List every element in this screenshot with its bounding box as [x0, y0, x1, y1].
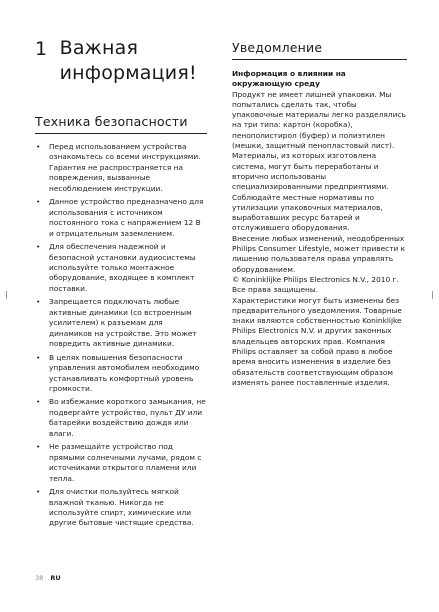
bullet-icon: • [36, 142, 41, 151]
left-column [35, 36, 207, 532]
language-code: RU [50, 574, 61, 582]
page-number: 38 [35, 574, 44, 582]
bullet-icon: • [36, 352, 41, 362]
safety-item-text: Для обеспечения надежной и безопасной установки аудиосистемы используйте только монтажное оборудование, входящее в комплект поставки. [49, 242, 196, 293]
safety-item [35, 397, 207, 439]
chapter-heading [35, 36, 207, 86]
safety-item [35, 442, 207, 484]
safety-item-text: В целях повышения безопасности управления автомобилем необходимо устанавливать комфортный уровень громкости. [49, 352, 200, 393]
safety-item [35, 297, 207, 349]
bullet-icon: • [36, 442, 41, 452]
safety-item-text: Для очистки пользуйтесь мягкой влажной тканью. Никогда не используйте спирт, химические или другие бытовые чистящие средства. [49, 487, 194, 528]
safety-item [35, 487, 207, 529]
safety-item-text: Во избежание короткого замыкания, не подвергайте устройство, пульт ДУ или батарейки воздействию дождя или влаги. [49, 397, 206, 438]
page-footer [35, 574, 61, 582]
notice-heading: Уведомление [232, 40, 407, 60]
safety-item [35, 142, 207, 194]
safety-heading: Техника безопасности [35, 114, 207, 134]
bullet-icon: • [36, 397, 41, 407]
notice-paragraph: © Koninklijke Philips Electronics N.V., 2010 г. Все права защищены. [232, 274, 399, 295]
safety-item-text: Данное устройство предназначено для использования с источником постоянного тока с напряжением 12 В и отрицательным заземлением. [49, 197, 204, 238]
bullet-icon: • [36, 297, 41, 307]
bullet-icon: • [36, 487, 41, 497]
safety-list [35, 142, 207, 529]
safety-item [35, 242, 207, 294]
safety-item-text: Перед использованием устройства ознакомьтесь со всеми инструкциями. Гарантия не распространяется на повреждения, вызванные несоблюдением инструкции. [49, 142, 201, 193]
right-column [232, 40, 407, 388]
notice-paragraph: Материалы, из которых изготовлена система, могут быть переработаны и вторично использованы специализированными предприятиями. Соблюдайте местные нормативы по утилизации упаковочных материалов, выработавших ресурс батарей и отслужившего оборудования. [232, 151, 389, 233]
safety-item [35, 197, 207, 239]
bullet-icon: • [36, 242, 41, 252]
bullet-icon: • [36, 197, 41, 207]
chapter-number: 1 [35, 38, 48, 60]
notice-paragraph: Характеристики могут быть изменены без предварительного уведомления. Товарные знаки являются собственностью Koninklijke Philips Electronics N.V. и других законных владельцев авторских прав. Компания Philips оставляет за собой право в любое время вносить изменения в изделие без обязательств соответствующим образом изменять ранее поставленные изделия. [232, 295, 402, 387]
crop-mark [432, 291, 433, 299]
notice-subheading: Информация о влиянии на окружающую среду [232, 69, 346, 89]
safety-item-text: Запрещается подключать любые активные динамики (со встроенным усилителем) к разъемам для динамиков на устройстве. Это может повредить активные динамики. [49, 297, 197, 349]
notice-paragraph: Внесение любых изменений, неодобренных Philips Consumer Lifestyle, может привести к лишению пользователя права управлять оборудованием. [232, 233, 406, 274]
safety-item [35, 353, 207, 395]
chapter-title: Важная информация! [59, 37, 197, 84]
crop-mark [6, 291, 7, 299]
notice-paragraph: Продукт не имеет лишней упаковки. Мы попытались сделать так, чтобы упаковочные материалы легко разделялись на три типа: картон (коробка), пенополистирол (буфер) и полиэтилен (мешки, защитный пенопластовый лист). [232, 89, 406, 151]
safety-item-text: Не размещайте устройство под прямыми солнечными лучами, рядом с источниками открытого пламени или тепла. [49, 442, 202, 483]
